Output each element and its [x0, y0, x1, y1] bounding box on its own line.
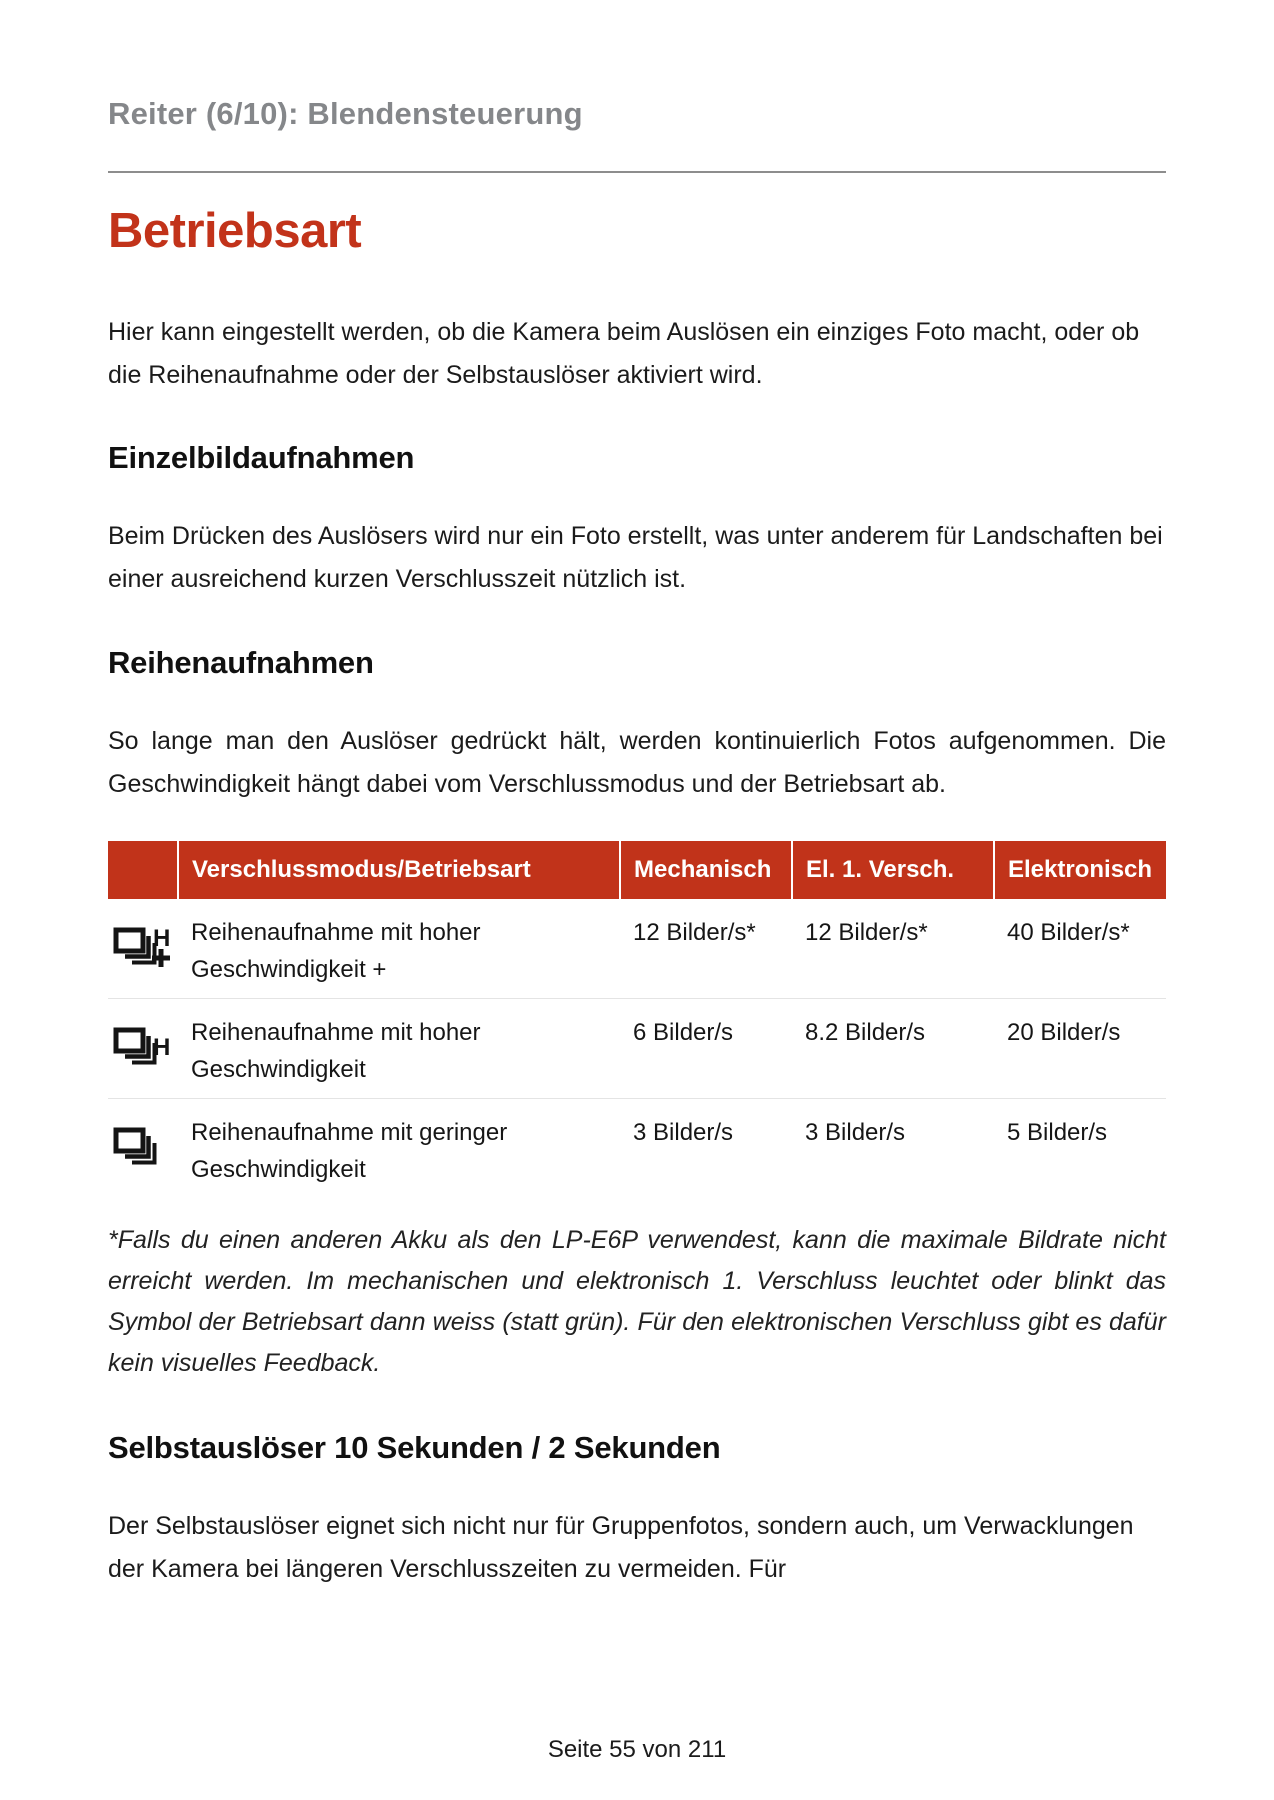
- table-header-mode: Verschlussmodus/Betriebsart: [178, 841, 620, 899]
- table-cell-el-first-curtain: 3 Bilder/s: [792, 1099, 994, 1199]
- table-header-electronic: Elektronisch: [994, 841, 1166, 899]
- selbstausloeser-paragraph: Der Selbstauslöser eignet sich nicht nur für Gruppenfotos, sondern auch, um Verwacklungen der Kamera bei längeren Verschlusszeiten zu vermeiden. Für: [108, 1512, 1134, 1583]
- table-row: [108, 899, 1166, 999]
- table-cell-el-first-curtain: 8.2 Bilder/s: [792, 999, 994, 1099]
- table-row: [108, 999, 1166, 1099]
- table-cell-el-first-curtain: 12 Bilder/s*: [805, 919, 928, 946]
- burst-low-speed-icon: [108, 1099, 178, 1199]
- table-cell-mechanical: 6 Bilder/s: [620, 999, 792, 1099]
- burst-high-speed-icon: [108, 999, 178, 1099]
- table-header-row: [108, 841, 1166, 899]
- svg-text:H: H: [153, 925, 170, 952]
- header-divider: [108, 171, 1166, 173]
- drive-mode-table: [108, 841, 1166, 1198]
- table-cell-electronic: 5 Bilder/s: [994, 1099, 1166, 1199]
- einzelbild-paragraph: Beim Drücken des Auslösers wird nur ein Foto erstellt, was unter anderem für Landschaften bei einer ausreichend kurzen Verschlusszeit nützlich ist.: [108, 522, 1163, 593]
- table-cell-mechanical: 12 Bilder/s*: [633, 919, 756, 946]
- page-kicker: Reiter (6/10): Blendensteuerung: [108, 96, 583, 131]
- table-cell-mode: Reihenaufnahme mit hoher Geschwindigkeit: [178, 999, 620, 1099]
- table-header-el-first-curtain: El. 1. Versch.: [792, 841, 994, 899]
- intro-paragraph: Hier kann eingestellt werden, ob die Kamera beim Auslösen ein einziges Foto macht, oder ob die Reihenaufnahme oder der Selbstauslöser aktiviert wird.: [108, 318, 1140, 389]
- table-cell-electronic: 20 Bilder/s: [994, 999, 1166, 1099]
- section-heading-selbstausloeser: Selbstauslöser 10 Sekunden / 2 Sekunden: [108, 1430, 721, 1465]
- table-cell-electronic: 40 Bilder/s*: [1007, 919, 1130, 946]
- page-number: Seite 55 von 211: [547, 1736, 727, 1763]
- table-row: [108, 1099, 1166, 1199]
- battery-footnote: *Falls du einen anderen Akku als den LP-E6P verwendest, kann die maximale Bildrate nicht erreicht werden. Im mechanischen und elektronisch 1. Verschluss leuchtet oder blinkt das Symbol der Betriebsart dann weiss (statt grün). Für den elektronischen Verschluss gibt es dafür kein visuelles Feedback.: [108, 1226, 1166, 1377]
- table-cell-mode: Reihenaufnahme mit hoher Geschwindigkeit +: [191, 919, 481, 983]
- table-header-icon-column: [108, 841, 178, 899]
- burst-high-speed-plus-icon: [108, 899, 178, 999]
- page-title: Betriebsart: [108, 204, 362, 258]
- table-cell-mode: Reihenaufnahme mit geringer Geschwindigkeit: [178, 1099, 620, 1199]
- table-cell-mechanical: 3 Bilder/s: [620, 1099, 792, 1199]
- reihen-paragraph: So lange man den Auslöser gedrückt hält, werden kontinuierlich Fotos aufgenommen. Die Geschwindigkeit hängt dabei vom Verschlussmodus und der Betriebsart ab.: [108, 727, 1166, 798]
- svg-text:H: H: [153, 1034, 170, 1061]
- section-heading-reihenaufnahmen: Reihenaufnahmen: [108, 645, 374, 680]
- section-heading-einzelbildaufnahmen: Einzelbildaufnahmen: [108, 440, 415, 475]
- table-header-mechanical: Mechanisch: [620, 841, 792, 899]
